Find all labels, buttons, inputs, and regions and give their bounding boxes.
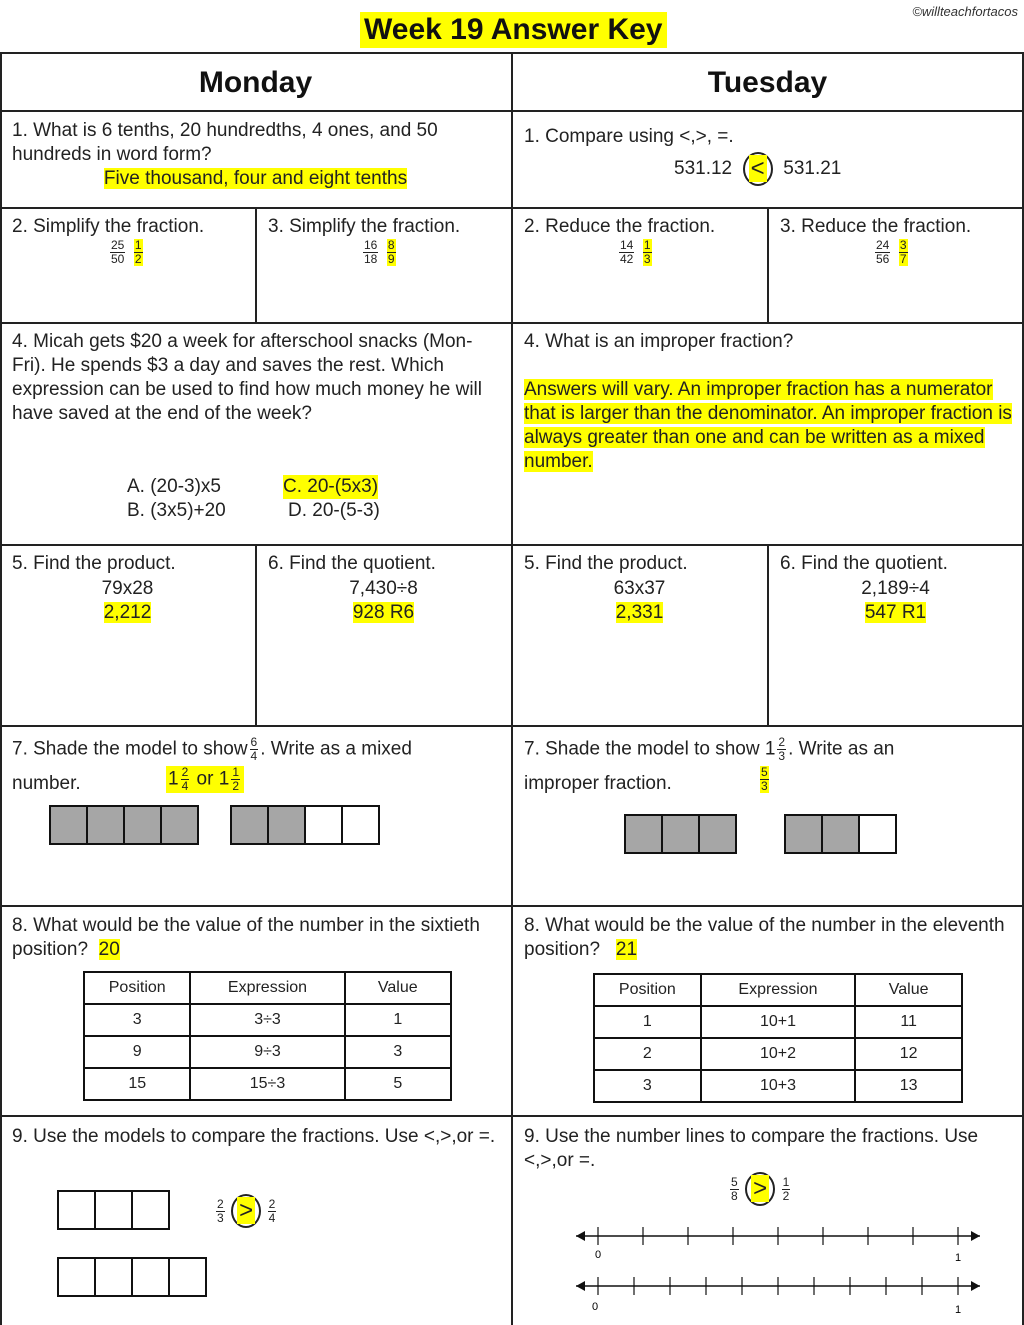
tuesday-q1-symbol: <: [743, 152, 773, 186]
tuesday-q1-prompt: 1. Compare using <,>, =.: [524, 126, 734, 147]
grid-line: [511, 52, 513, 1325]
monday-q2-prompt: 2. Simplify the fraction.: [12, 216, 205, 237]
model-box: [168, 1257, 207, 1297]
model-box-shaded: [123, 805, 162, 845]
tuesday-q6-answer-wrap: [768, 601, 1023, 625]
monday-q6-answer: 928 R6: [352, 602, 415, 623]
number-line-eighths: [576, 1227, 980, 1245]
monday-q7-prompt-cont: number.: [12, 773, 81, 794]
table-header-cell: Value: [855, 974, 962, 1006]
monday-q3-answer: $\frac{8}{9}$: [387, 238, 395, 266]
monday-q6-answer-wrap: [256, 601, 511, 625]
table-cell: 1: [345, 1004, 451, 1036]
tuesday-q7-prompt-cont: improper fraction.: [524, 773, 672, 794]
table-cell: 3: [345, 1036, 451, 1068]
tuesday-q3-fraction: $\frac{24}{56}$: [876, 238, 890, 266]
grid-line: [0, 52, 2, 1325]
model-box-shaded: [160, 805, 199, 845]
tuesday-q5-answer-wrap: [512, 601, 767, 625]
table-row: [594, 1006, 962, 1038]
monday-q9-comparison: $\frac{2}{3}$ > $\frac{2}{4}$: [214, 1194, 278, 1228]
tuesday-q2-fraction: $\frac{14}{42}$: [620, 238, 634, 266]
credit-text: ©willteachfortacos: [912, 4, 1018, 19]
monday-q9-prompt: 9. Use the models to compare the fractions. Use <,>,or =.: [12, 1126, 496, 1147]
table-header-cell: Position: [594, 974, 701, 1006]
table-cell: 1: [594, 1006, 701, 1038]
monday-q3-prompt: 3. Simplify the fraction.: [268, 216, 461, 237]
tuesday-q8-table: [593, 973, 963, 1103]
monday-q8-table: [83, 971, 452, 1101]
arrow-left-icon: [576, 1281, 585, 1291]
monday-q4-option-b: B. (3x5)+20: [127, 500, 226, 521]
table-row: [84, 1036, 451, 1068]
model-box: [341, 805, 380, 845]
table-row: [84, 1004, 451, 1036]
tuesday-q7-prompt: 7. Shade the model to show 1 $\frac{2}{3}$ . Write as an: [524, 735, 895, 763]
monday-q2-fractions: [108, 239, 145, 266]
tuesday-q9-number-lines: [570, 1222, 990, 1322]
monday-q5-problem: 79x28: [101, 578, 154, 599]
monday-q4-option-a: A. (20-3)x5: [127, 476, 221, 497]
monday-q3-fractions: [361, 239, 398, 266]
model-box: [94, 1257, 133, 1297]
table-header-cell: Expression: [190, 972, 344, 1004]
table-header-cell: Expression: [701, 974, 856, 1006]
tuesday-q8-prompt: 8. What would be the value of the number in the eleventh position? 21: [524, 915, 1005, 960]
table-cell: 5: [345, 1068, 451, 1100]
tuesday-q8-answer: 21: [615, 939, 638, 960]
table-cell: 13: [855, 1070, 962, 1102]
monday-q7-model-1: [49, 805, 199, 845]
tuesday-q9-prompt: 9. Use the number lines to compare the fractions. Use <,>,or =.: [524, 1126, 979, 1171]
table-cell: 3: [84, 1004, 190, 1036]
tuesday-q7-model-2: [784, 814, 897, 854]
monday-q2-answer: $\frac{1}{2}$: [134, 238, 142, 266]
tuesday-q9-comparison: $\frac{5}{8}$ > $\frac{1}{2}$: [728, 1172, 792, 1206]
table-cell: 15: [84, 1068, 190, 1100]
tuesday-q2-fractions: [617, 239, 654, 266]
model-box: [858, 814, 897, 854]
monday-q5-answer-wrap: [0, 601, 255, 625]
table-header-row: [84, 972, 451, 1004]
monday-q7-prompt: 7. Shade the model to show $\frac{6}{4}$ . Write as a mixed: [12, 735, 412, 763]
model-box-shaded: [230, 805, 269, 845]
tuesday-q4-answer-wrap: [524, 378, 1018, 474]
tuesday-q6-problem: 2,189÷4: [861, 578, 930, 599]
tuesday-q5-prompt: 5. Find the product.: [524, 553, 688, 574]
model-box-shaded: [784, 814, 823, 854]
grid-line: [255, 207, 257, 322]
tuesday-q6-answer: 547 R1: [864, 602, 927, 623]
model-box: [131, 1190, 170, 1230]
model-box: [304, 805, 343, 845]
model-box: [131, 1257, 170, 1297]
arrow-left-icon: [576, 1231, 585, 1241]
monday-q9-symbol: >: [231, 1194, 261, 1228]
model-box-shaded: [821, 814, 860, 854]
tuesday-q2-prompt: 2. Reduce the fraction.: [524, 216, 716, 237]
table-header-row: [594, 974, 962, 1006]
number-line-2-end: 1: [955, 1304, 962, 1316]
tuesday-q1-compare: 531.12 < 531.21: [674, 152, 841, 186]
tuesday-q3-answer: $\frac{3}{7}$: [899, 238, 907, 266]
model-box: [57, 1190, 96, 1230]
table-row: [594, 1070, 962, 1102]
table-cell: 3÷3: [190, 1004, 344, 1036]
table-cell: 10+1: [701, 1006, 856, 1038]
page-title: Week 19 Answer Key: [360, 12, 667, 48]
tuesday-q9-symbol: >: [745, 1172, 775, 1206]
table-cell: 12: [855, 1038, 962, 1070]
monday-q8-answer: 20: [98, 939, 120, 960]
model-box-shaded: [698, 814, 737, 854]
monday-q6-problem: 7,430÷8: [349, 578, 418, 599]
monday-q8-prompt: 8. What would be the value of the number in the sixtieth position? 20: [12, 915, 480, 960]
monday-q2-fraction: $\frac{25}{50}$: [111, 238, 125, 266]
monday-q9-model-2: [57, 1257, 207, 1297]
tuesday-q6-prompt: 6. Find the quotient.: [780, 553, 948, 574]
monday-q1-prompt: 1. What is 6 tenths, 20 hundredths, 4 ones, and 50 hundreds in word form?: [12, 120, 438, 165]
model-box: [57, 1257, 96, 1297]
model-box-shaded: [624, 814, 663, 854]
monday-q1-answer: Five thousand, four and eight tenths: [103, 168, 408, 189]
monday-q4-option-c: C. 20-(5x3): [283, 476, 379, 497]
arrow-right-icon: [971, 1281, 980, 1291]
monday-q3-fraction: $\frac{16}{18}$: [364, 238, 378, 266]
grid-line: [767, 544, 769, 725]
tuesday-header: Tuesday: [707, 66, 828, 99]
model-box-shaded: [661, 814, 700, 854]
grid-line: [255, 544, 257, 725]
monday-q7-model-2: [230, 805, 380, 845]
table-cell: 10+3: [701, 1070, 856, 1102]
monday-q6-prompt: 6. Find the quotient.: [268, 553, 436, 574]
tuesday-q7-model-1: [624, 814, 737, 854]
table-cell: 15÷3: [190, 1068, 344, 1100]
monday-header: Monday: [198, 66, 313, 99]
monday-q5-answer: 2,212: [103, 602, 152, 623]
tuesday-q2-answer: $\frac{1}{3}$: [643, 238, 651, 266]
table-header-cell: Position: [84, 972, 190, 1004]
number-line-halves-fine: [576, 1277, 980, 1295]
tuesday-q5-answer: 2,331: [615, 602, 664, 623]
table-cell: 10+2: [701, 1038, 856, 1070]
tuesday-q5-problem: 63x37: [613, 578, 666, 599]
number-line-2-start: 0: [592, 1301, 599, 1313]
number-line-1-end: 1: [955, 1252, 962, 1264]
model-box-shaded: [267, 805, 306, 845]
table-cell: 3: [594, 1070, 701, 1102]
table-row: [84, 1068, 451, 1100]
number-line-1-start: 0: [595, 1249, 602, 1261]
tuesday-q3-fractions: [873, 239, 910, 266]
monday-q5-prompt: 5. Find the product.: [12, 553, 176, 574]
tuesday-q7-answer: $\frac{5}{3}$: [761, 765, 768, 793]
monday-q4-prompt: 4. Micah gets $20 a week for afterschool snacks (Mon-Fri). He spends $3 a day and saves the rest. Which expression can be used to find how much money he will have saved at the end of the week?: [12, 331, 482, 424]
table-cell: 11: [855, 1006, 962, 1038]
tuesday-q4-prompt: 4. What is an improper fraction?: [524, 331, 794, 352]
model-box: [94, 1190, 133, 1230]
model-box-shaded: [49, 805, 88, 845]
table-row: [594, 1038, 962, 1070]
model-box-shaded: [86, 805, 125, 845]
table-header-cell: Value: [345, 972, 451, 1004]
tuesday-q4-answer: Answers will vary. An improper fraction has a numerator that is larger than the denominator. An improper fraction is always greater than one and can be written as a mixed number.: [524, 379, 1012, 472]
monday-q1-answer-wrap: [0, 167, 511, 191]
table-cell: 9: [84, 1036, 190, 1068]
monday-q9-model-1: [57, 1190, 170, 1230]
monday-q7-answer: 1 $\frac{2}{4}$ or 1 $\frac{1}{2}$: [166, 766, 244, 793]
table-cell: 9÷3: [190, 1036, 344, 1068]
monday-q4-option-d: D. 20-(5-3): [288, 500, 380, 521]
tuesday-q3-prompt: 3. Reduce the fraction.: [780, 216, 972, 237]
grid-line: [767, 207, 769, 322]
table-cell: 2: [594, 1038, 701, 1070]
arrow-right-icon: [971, 1231, 980, 1241]
